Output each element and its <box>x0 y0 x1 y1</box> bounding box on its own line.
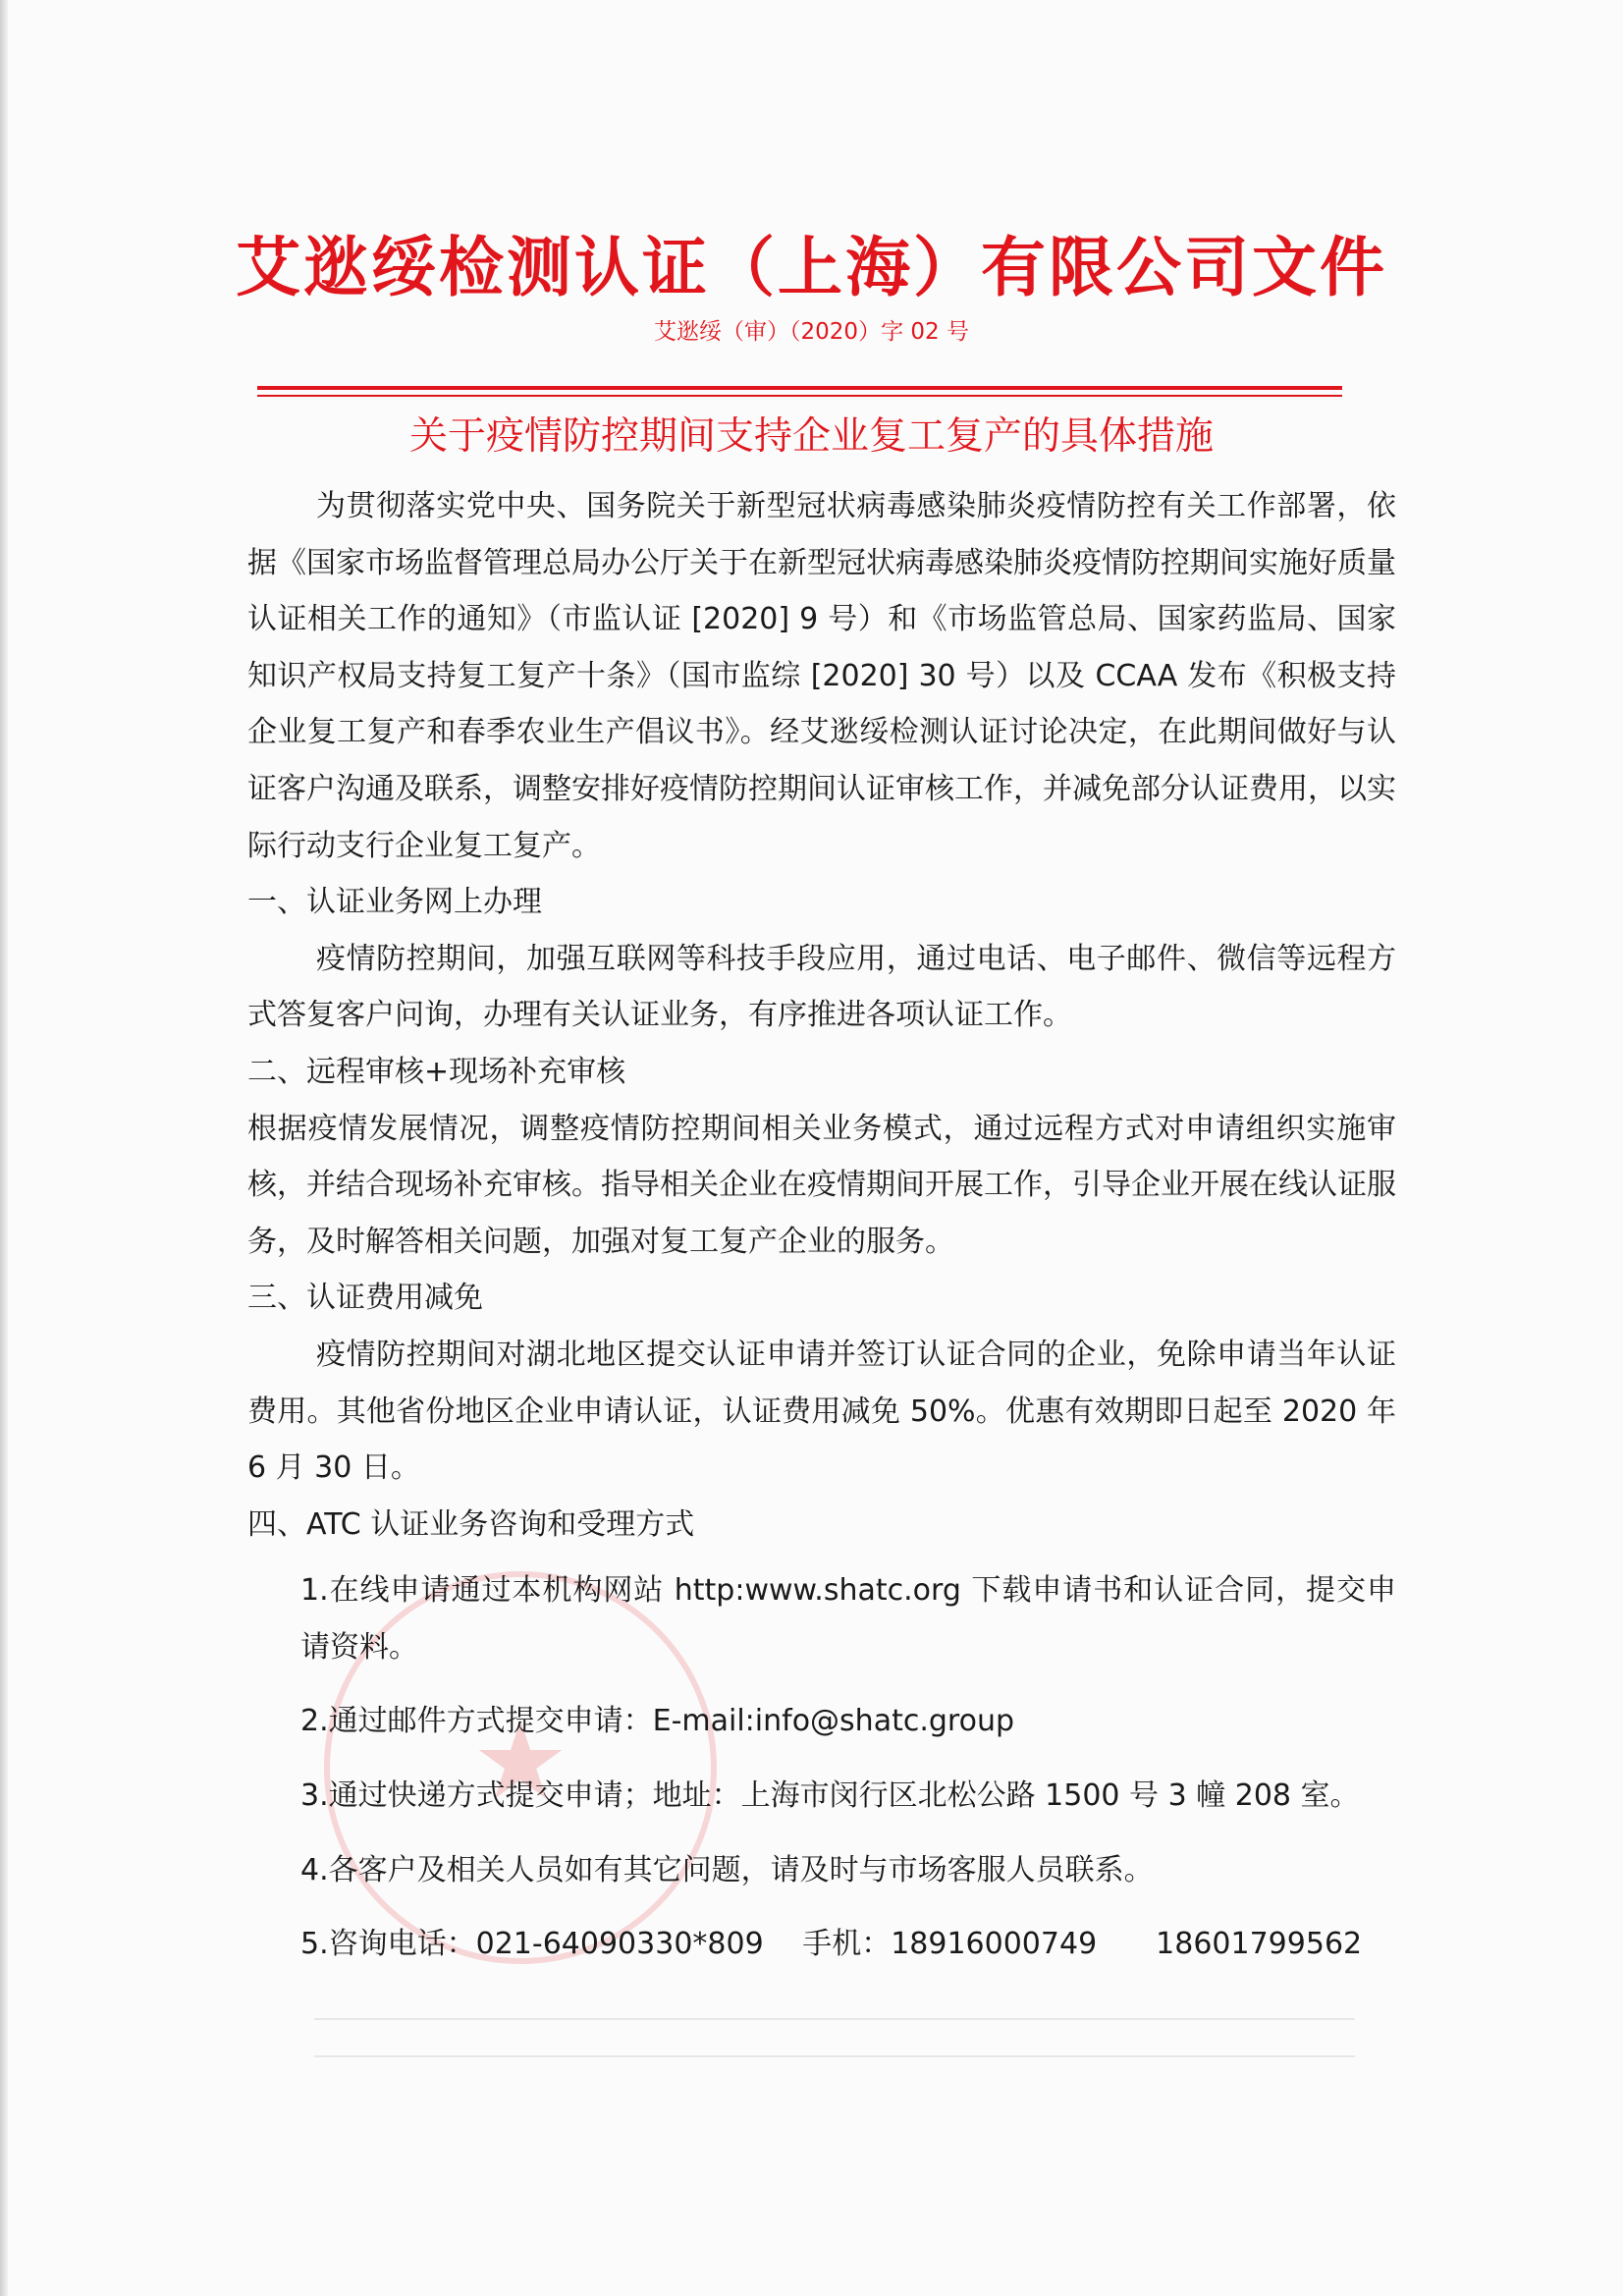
bleed-through-line <box>314 2055 1355 2057</box>
section-paragraph: 疫情防控期间，加强互联网等科技手段应用，通过电话、电子邮件、微信等远程方式答复客户问询，办理有关认证业务，有序推进各项认证工作。 <box>247 941 1396 1033</box>
bleed-through-line <box>314 2018 1355 2020</box>
section-paragraph: 根据疫情发展情况，调整疫情防控期间相关业务模式，通过远程方式对申请组织实施审核，并结合现场补充审核。指导相关企业在疫情期间开展工作，引导企业开展在线认证服务，及时解答相关问题，加强对复工复产企业的服务。 <box>247 1111 1396 1259</box>
organization-title: 艾逖绥检测认证（上海）有限公司文件 <box>236 229 1387 305</box>
section-heading: 三、认证费用减免 <box>247 1281 483 1316</box>
intro-paragraph: 为贯彻落实党中央、国务院关于新型冠状病毒感染肺炎疫情防控有关工作部署，依据《国家市场监督管理总局办公厅关于在新型冠状病毒感染肺炎疫情防控期间实施好质量认证相关工作的通知》（市监认证 [2020] 9 号）和《市场监管总局、国家药监局、国家知识产权局支持复工复产十条》（国市监综 [2020] 30 号）以及 CCAA 发布《积极支持企业复工复产和春季农业生产倡议书》。经艾逖绥检测认证讨论决定，在此期间做好与认证客户沟通及联系，调整安排好疫情防控期间认证审核工作，并减免部分认证费用，以实际行动支行企业复工复产。 <box>247 489 1396 863</box>
notice-title: 关于疫情防控期间支持企业复工复产的具体措施 <box>408 414 1214 459</box>
contact-item: 1.在线申请通过本机构网站 http:www.shatc.org 下载申请书和认证合同，提交申请资料。 <box>300 1573 1396 1665</box>
contact-item: 5.咨询电话：021-64090330*809 手机：18916000749 18601799562 <box>300 1927 1363 1962</box>
contact-item: 3.通过快递方式提交申请；地址：上海市闵行区北松公路 1500 号 3 幢 208 室。 <box>300 1778 1360 1814</box>
contact-item: 2.通过邮件方式提交申请：E-mail:info@shatc.group <box>300 1704 1015 1739</box>
section-heading: 一、认证业务网上办理 <box>247 885 542 920</box>
section-heading: 二、远程审核+现场补充审核 <box>247 1054 626 1089</box>
notice-body <box>247 478 1396 1973</box>
header-rule-thick <box>257 386 1342 390</box>
seal-star-icon: ★ <box>471 1698 569 1824</box>
section-heading: 四、ATC 认证业务咨询和受理方式 <box>247 1506 695 1542</box>
header-rule-thin <box>257 395 1342 397</box>
document-number: 艾逖绥（审）（2020）字 02 号 <box>654 319 969 345</box>
section-paragraph: 疫情防控期间对湖北地区提交认证申请并签订认证合同的企业，免除申请当年认证费用。其他省份地区企业申请认证，认证费用减免 50%。优惠有效期即日起至 2020 年 6 月 30 日。 <box>247 1337 1396 1486</box>
contact-item: 4.各客户及相关人员如有其它问题，请及时与市场客服人员联系。 <box>300 1852 1154 1887</box>
